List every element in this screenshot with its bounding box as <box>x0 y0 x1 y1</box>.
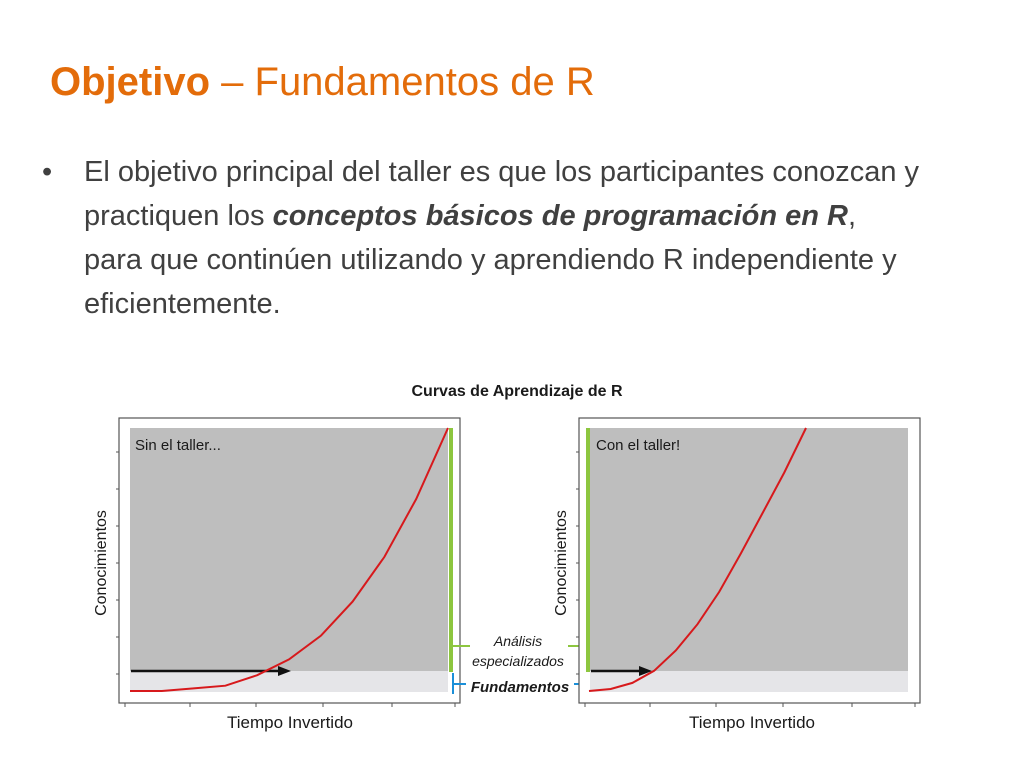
slide-title-rest: – Fundamentos de R <box>210 60 595 104</box>
chart-left <box>93 418 460 732</box>
chart-right <box>553 418 920 732</box>
chart-right-y-axis-label: Conocimientos <box>553 510 570 616</box>
chart-right-x-axis-label: Tiempo Invertido <box>689 713 815 732</box>
bullet-text-part-1: El objetivo principal del taller es que los participantes conozcan y practiquen los <box>84 156 920 232</box>
slide-title-keyword: Objetivo <box>50 60 211 104</box>
chart-left-plot-area <box>130 428 448 671</box>
bullet-text-emphasis: conceptos básicos de programación en R <box>272 200 848 232</box>
chart-left-panel-title: Sin el taller... <box>135 437 221 454</box>
chart-left-y-axis-label: Conocimientos <box>93 510 110 616</box>
legend-advanced-label-line-2: especializados <box>472 653 564 669</box>
chart-right-panel-title: Con el taller! <box>596 437 681 454</box>
chart-left-x-axis-label: Tiempo Invertido <box>227 713 353 732</box>
chart-right-plot-area <box>590 428 908 671</box>
figure-title: Curvas de Aprendizaje de R <box>411 383 623 400</box>
bullet-icon: • <box>42 156 53 188</box>
bullet-text-part-2: , para que continúen utilizando y aprendiendo R independiente y eficientemente. <box>84 200 897 320</box>
legend-advanced-label-line-1: Análisis <box>493 633 543 649</box>
curve-legend <box>452 633 587 696</box>
chart-right-fundamentals-band <box>590 671 908 692</box>
legend-fundamentals-label: Fundamentos <box>470 679 570 696</box>
